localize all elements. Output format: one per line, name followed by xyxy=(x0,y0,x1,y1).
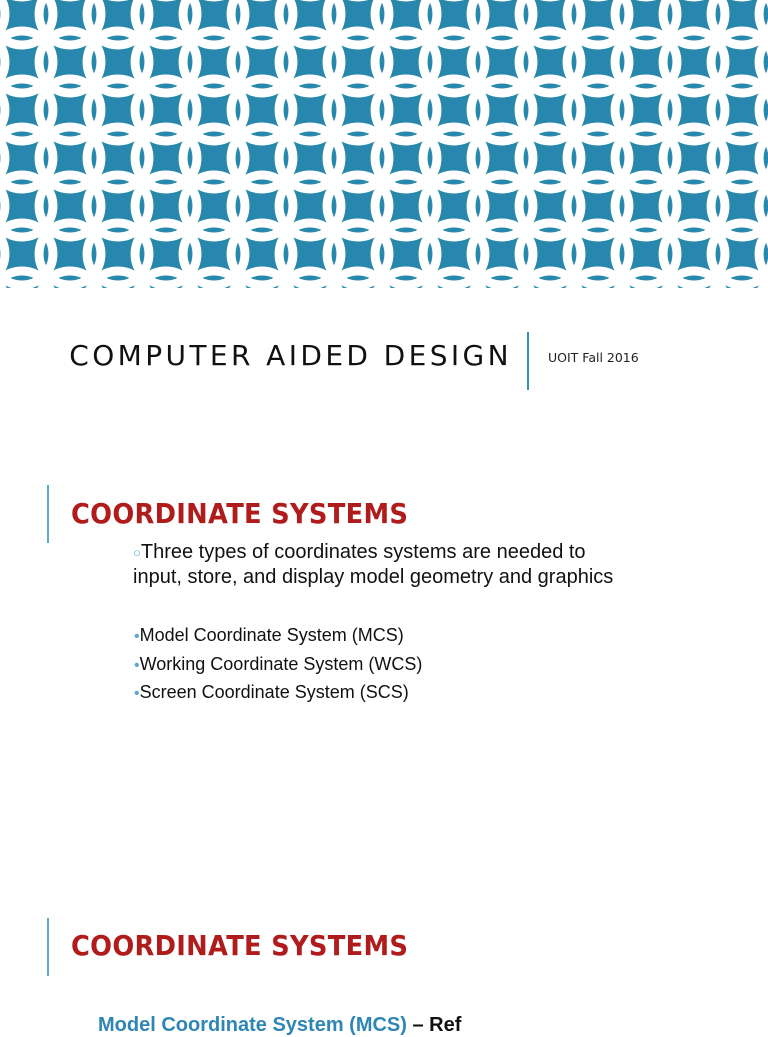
heading-accent-bar xyxy=(47,918,49,976)
intro-line-2: input, store, and display model geometry and graphics xyxy=(133,566,614,588)
title-divider xyxy=(527,332,529,390)
bullet-dot-icon: • xyxy=(134,628,140,645)
list-item: •Model Coordinate System (MCS) xyxy=(134,625,404,645)
presentation-title: COMPUTER AIDED DESIGN xyxy=(69,339,512,372)
coordinate-system-list xyxy=(134,622,422,708)
heading-accent-bar xyxy=(47,485,49,543)
term-rest: – Ref xyxy=(412,1014,462,1036)
partial-first-line xyxy=(98,1014,461,1037)
circle-pattern xyxy=(0,0,768,288)
title-block xyxy=(0,330,768,392)
decorative-banner xyxy=(0,0,768,288)
presentation-subtitle: UOIT Fall 2016 xyxy=(548,350,639,365)
bullet-dot-icon: • xyxy=(134,656,140,674)
bullet-dot-icon: • xyxy=(134,685,140,702)
ring-bullet-icon: ○ xyxy=(133,545,141,560)
intro-paragraph xyxy=(133,540,733,590)
slide-heading: COORDINATE SYSTEMS xyxy=(71,497,409,530)
list-item: •Working Coordinate System (WCS) xyxy=(134,653,423,674)
slide-heading: COORDINATE SYSTEMS xyxy=(71,929,409,962)
list-item: •Screen Coordinate System (SCS) xyxy=(134,682,409,702)
term-label: Model Coordinate System (MCS) xyxy=(98,1014,407,1036)
intro-line-1: Three types of coordinates systems are needed to xyxy=(140,541,586,563)
